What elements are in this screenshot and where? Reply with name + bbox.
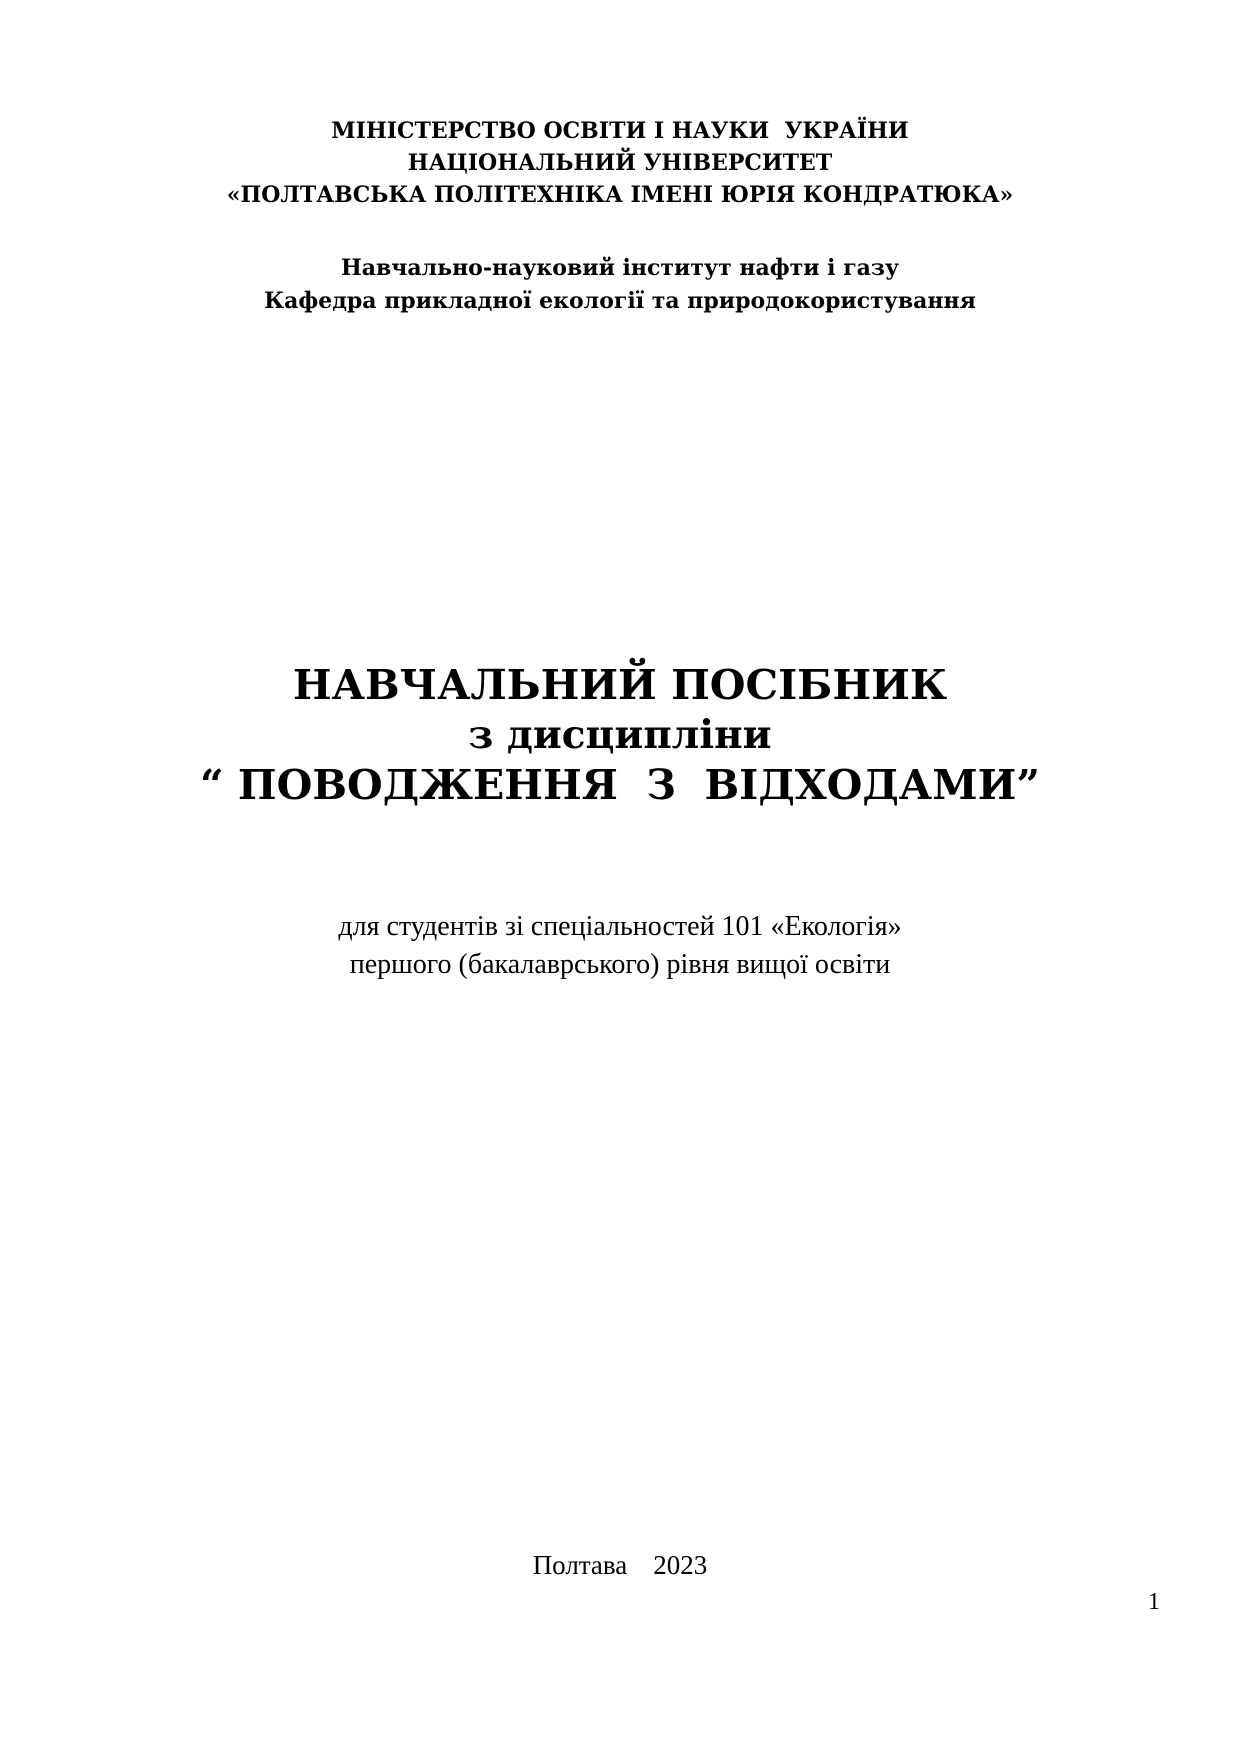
audience-line-1: для студентів зі спеціальностей 101 «Екологія» — [338, 911, 902, 942]
university-name-line: «ПОЛТАВСЬКА ПОЛІТЕХНІКА ІМЕНІ ЮРІЯ КОНДРАТЮКА» — [226, 182, 1014, 208]
audience-block — [0, 908, 1240, 984]
discipline-prefix: з дисципліни — [468, 712, 772, 758]
institute-block — [0, 252, 1240, 318]
header-block — [0, 115, 1240, 211]
department-name: Кафедра прикладної екології та природокористування — [264, 288, 976, 314]
ministry-line: МІНІСТЕРСТВО ОСВІТИ І НАУКИ УКРАЇНИ — [331, 118, 909, 144]
university-line: НАЦІОНАЛЬНИЙ УНІВЕРСИТЕТ — [407, 150, 833, 176]
document-title — [0, 660, 1240, 810]
discipline-name: “ ПОВОДЖЕННЯ З ВІДХОДАМИ” — [200, 761, 1040, 809]
institute-name: Навчально-науковий інститут нафти і газу — [340, 255, 900, 281]
city-year — [0, 1548, 1240, 1582]
page-number: 1 — [1148, 1589, 1160, 1615]
audience-line-2: першого (бакалаврського) рівня вищої освіти — [349, 949, 891, 980]
year: 2023 — [653, 1550, 708, 1580]
city: Полтава — [532, 1550, 628, 1580]
document-type: НАВЧАЛЬНИЙ ПОСІБНИК — [292, 661, 948, 709]
